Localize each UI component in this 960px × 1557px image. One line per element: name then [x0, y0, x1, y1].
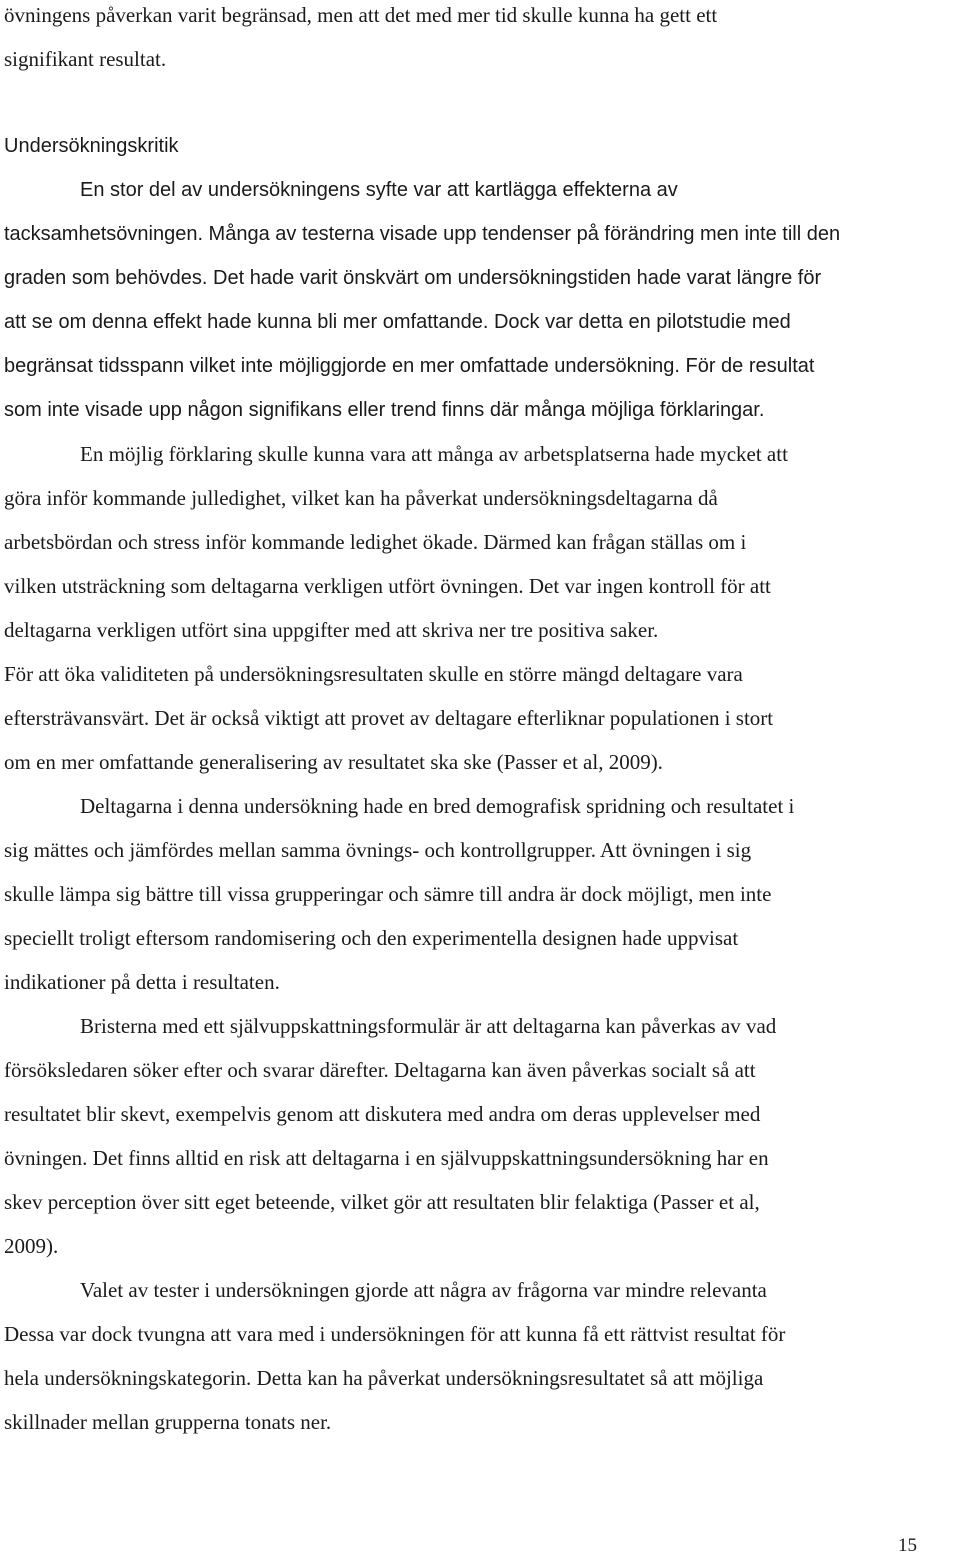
text-line: vilken utsträckning som deltagarna verkligen utfört övningen. Det var ingen kontroll för att — [4, 574, 771, 598]
text-line: graden som behövdes. Det hade varit önskvärt om undersökningstiden hade varat längre för — [4, 267, 822, 289]
text-line: Deltagarna i denna undersökning hade en bred demografisk spridning och resultatet i — [80, 794, 795, 818]
text-line: eftersträvansvärt. Det är också viktigt att provet av deltagare efterliknar populationen i stort — [4, 706, 774, 730]
text-line: indikationer på detta i resultaten. — [4, 970, 280, 994]
section-heading: Undersökningskritik — [4, 135, 179, 157]
text-line: tacksamhetsövningen. Många av testerna visade upp tendenser på förändring men inte till den — [4, 223, 841, 245]
text-line: För att öka validiteten på undersökningsresultaten skulle en större mängd deltagare vara — [4, 662, 743, 686]
text-line: skillnader mellan grupperna tonats ner. — [4, 1410, 332, 1434]
text-line: arbetsbördan och stress inför kommande ledighet ökade. Därmed kan frågan ställas om i — [4, 530, 747, 554]
text-line: att se om denna effekt hade kunna bli mer omfattande. Dock var detta en pilotstudie med — [4, 311, 791, 333]
text-line: övningens påverkan varit begränsad, men att det med mer tid skulle kunna ha gett ett — [4, 3, 718, 27]
text-line: speciellt troligt eftersom randomisering och den experimentella designen hade uppvisat — [4, 926, 739, 950]
text-line: försöksledaren söker efter och svarar därefter. Deltagarna kan även påverkas socialt så att — [4, 1058, 756, 1082]
text-line: skev perception över sitt eget beteende, vilket gör att resultaten blir felaktiga (Passer et al, — [4, 1190, 760, 1214]
text-line: begränsat tidsspann vilket inte möjliggjorde en mer omfattade undersökning. För de resultat — [4, 355, 815, 377]
text-line: övningen. Det finns alltid en risk att deltagarna i en självuppskattningsundersökning har en — [4, 1146, 769, 1170]
text-line: Dessa var dock tvungna att vara med i undersökningen för att kunna få ett rättvist resultat för — [4, 1322, 786, 1346]
text-line: om en mer omfattande generalisering av resultatet ska ske (Passer et al, 2009). — [4, 750, 663, 774]
text-line: Bristerna med ett självuppskattningsformulär är att deltagarna kan påverkas av vad — [80, 1014, 777, 1038]
text-line: hela undersökningskategorin. Detta kan ha påverkat undersökningsresultatet så att möjliga — [4, 1366, 764, 1390]
text-line: skulle lämpa sig bättre till vissa grupperingar och sämre till andra är dock möjligt, men inte — [4, 882, 772, 906]
page-number: 15 — [898, 1535, 917, 1556]
text-line: som inte visade upp någon signifikans eller trend finns där många möjliga förklaringar. — [4, 399, 765, 421]
text-line: Valet av tester i undersökningen gjorde att några av frågorna var mindre relevanta — [80, 1278, 767, 1302]
text-line: En möjlig förklaring skulle kunna vara att många av arbetsplatserna hade mycket att — [80, 442, 788, 466]
text-line: En stor del av undersökningens syfte var att kartlägga effekterna av — [80, 179, 678, 201]
text-line: göra inför kommande julledighet, vilket kan ha påverkat undersökningsdeltagarna då — [4, 486, 718, 510]
text-line: 2009). — [4, 1234, 59, 1258]
text-line: deltagarna verkligen utfört sina uppgifter med att skriva ner tre positiva saker. — [4, 618, 659, 642]
text-line: signifikant resultat. — [4, 47, 167, 71]
text-line: sig mättes och jämfördes mellan samma övnings- och kontrollgrupper. Att övningen i sig — [4, 838, 752, 862]
text-line: resultatet blir skevt, exempelvis genom att diskutera med andra om deras upplevelser med — [4, 1102, 761, 1126]
